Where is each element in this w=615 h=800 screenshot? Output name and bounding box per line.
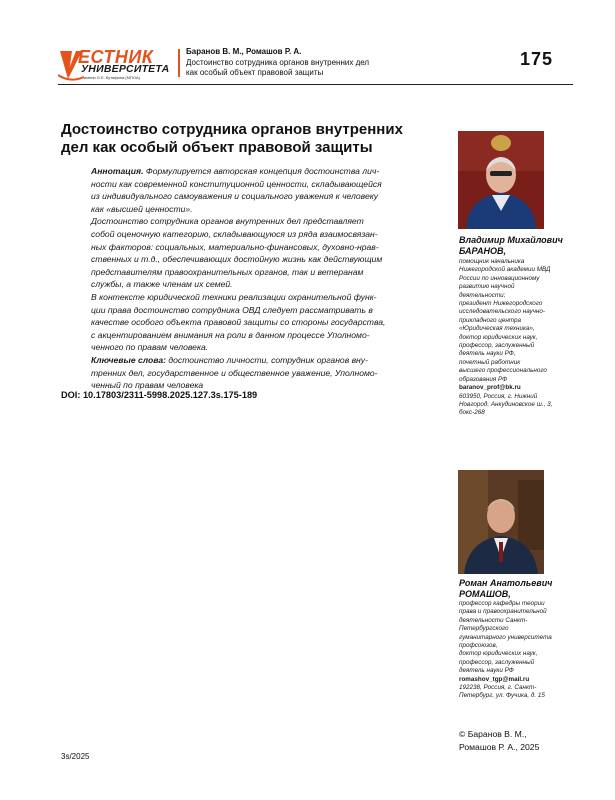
- author2-info: [459, 600, 579, 701]
- abstract-line: с акцентированием внимания на роли в данном процессе Уполномо-: [91, 329, 370, 340]
- author1-info-line: Нижегородской академии МВД: [459, 266, 551, 274]
- abstract-para3: [91, 291, 405, 354]
- header-rule: [58, 84, 573, 85]
- author2-info-line: профсоюзов,: [459, 642, 498, 650]
- author2-info-line: права и правоохранительной: [459, 608, 547, 616]
- logo-title: ЕСТНИК: [78, 47, 154, 67]
- author1-info-line: развитию научной: [459, 283, 515, 291]
- author1-info-line: деятельности;: [459, 291, 506, 299]
- author1-address-line: 603950, Россия, г. Нижний: [459, 392, 538, 400]
- author1-info-line: почетный работник: [459, 358, 521, 366]
- abstract-line: ченного по правам человека.: [91, 342, 209, 353]
- article-title-line1: Достоинство сотрудника органов внутренних: [61, 121, 403, 138]
- article-title-line2: дел как особый объект правовой защиты: [61, 139, 373, 156]
- page-number: 175: [520, 49, 554, 69]
- author1-email[interactable]: baranov_prof@bk.ru: [459, 384, 521, 392]
- copyright-line2: Ромашов Р. А., 2025: [459, 742, 540, 752]
- logo-subtitle: УНИВЕРСИТЕТА: [81, 63, 170, 75]
- keywords-line: тренних дел, государственное и общественное уважение, Уполномо-: [91, 367, 378, 378]
- author1-name-last: БАРАНОВ,: [459, 246, 506, 256]
- abstract: [91, 165, 405, 392]
- author2-info-line: профессор, заслуженный: [459, 658, 535, 666]
- abstract-line: качестве особого объекта правовой защиты со стороны государства,: [91, 317, 386, 328]
- author1-address-line: бокс-268: [459, 409, 485, 417]
- abstract-line: ции права достоинство сотрудника ОВД следует рассматривать в: [91, 304, 373, 315]
- running-head-authors: Баранов В. М., Ромашов Р. А.: [186, 47, 302, 56]
- abstract-line: ных факторов: социальных, материально-финансовых, духовно-нрав-: [91, 241, 379, 252]
- logo-caption: имени О.Е. Кутафина (МГЮА): [84, 75, 141, 80]
- author2-info-line: Петербургского: [459, 625, 509, 633]
- author1-info-line: образования РФ: [459, 375, 508, 383]
- author1-info: [459, 258, 579, 418]
- keywords-line: достоинство личности, сотрудник органов вну-: [166, 354, 368, 365]
- author1-info-line: профессор, заслуженный: [459, 342, 535, 350]
- abstract-label: Аннотация.: [91, 166, 144, 176]
- author2-info-line: профессор кафедры теории: [459, 600, 545, 607]
- author2-address-line: 192238, Россия, г. Санкт-: [459, 684, 537, 692]
- author1-info-line: исследовательского научно-: [459, 308, 545, 316]
- author1-info-line: помощник начальника: [459, 258, 525, 265]
- keywords-label: Ключевые слова:: [91, 354, 166, 365]
- author1-info-line: «Юридическая техника»,: [459, 325, 535, 333]
- issue-number: 3s/2025: [61, 752, 90, 761]
- header-separator: [178, 49, 180, 77]
- author2-info-line: деятельности Санкт-: [459, 616, 528, 624]
- doi: DOI: 10.17803/2311-5998.2025.127.3s.175-189: [61, 390, 258, 400]
- abstract-line: Формулируется авторская концепция достоинства лич-: [143, 166, 380, 176]
- abstract-para2: [91, 215, 405, 291]
- abstract-line: представителям правоохранительных органов, так и ветеранам: [91, 266, 364, 277]
- author2-info-line: гуманитарного университета: [459, 633, 552, 641]
- journal-logo: [58, 47, 170, 83]
- abstract-line: Достоинство сотрудника органов внутренних дел представляет: [91, 216, 364, 227]
- author2-info-line: деятель науки РФ: [459, 667, 514, 675]
- abstract-line: собой оценочную категорию, складывающуюся из ряда взаимосвязан-: [91, 228, 378, 239]
- author2-name-last: РОМАШОВ,: [459, 589, 511, 599]
- author1-info-line: прикладного центра: [459, 316, 521, 324]
- author2-info-line: доктор юридических наук,: [459, 650, 538, 658]
- running-head-title-line2: как особый объект правовой защиты: [186, 68, 324, 77]
- author2-name-first: Роман Анатольевич: [459, 578, 553, 588]
- abstract-line: ности как современной конституционной ценности, складывающейся: [91, 178, 382, 189]
- abstract-line: из индивидуального самоуважения и социального уважения к человеку: [91, 191, 379, 202]
- keywords-line: ченный по правам человека: [91, 380, 204, 391]
- author2-address-line: Петербург, ул. Фучика, д. 15: [459, 692, 545, 700]
- author1-info-line: деятель науки РФ,: [459, 350, 516, 358]
- abstract-line: В контексте юридической техники реализации охранительной функ-: [91, 291, 377, 302]
- author1-photo: [458, 131, 544, 229]
- article-title: [61, 121, 431, 157]
- author1-name-first: Владимир Михайлович: [459, 235, 563, 245]
- author1-info-line: доктор юридических наук,: [459, 333, 538, 341]
- abstract-para1: [91, 165, 405, 215]
- abstract-line: как «высшей ценности».: [91, 203, 193, 214]
- author1-info-line: России по инновационному: [459, 274, 540, 282]
- author1-address-line: Новгород, Анкудиновское ш., 3,: [459, 400, 553, 408]
- keywords: [91, 354, 405, 392]
- author1-info-line: высшего профессионального: [459, 367, 547, 375]
- author2-photo: [458, 470, 544, 574]
- author2-email[interactable]: romashov_tgp@mail.ru: [459, 675, 530, 683]
- running-head-title-line1: Достоинство сотрудника органов внутренних дел: [186, 58, 370, 67]
- copyright-line1: © Баранов В. М.,: [459, 729, 527, 739]
- abstract-line: ственных и т.д., обеспечивающих достойную жизнь как действующим: [91, 254, 383, 265]
- abstract-line: службы, а также членам их семей.: [91, 279, 233, 290]
- author1-info-line: президент Нижегородского: [459, 300, 543, 308]
